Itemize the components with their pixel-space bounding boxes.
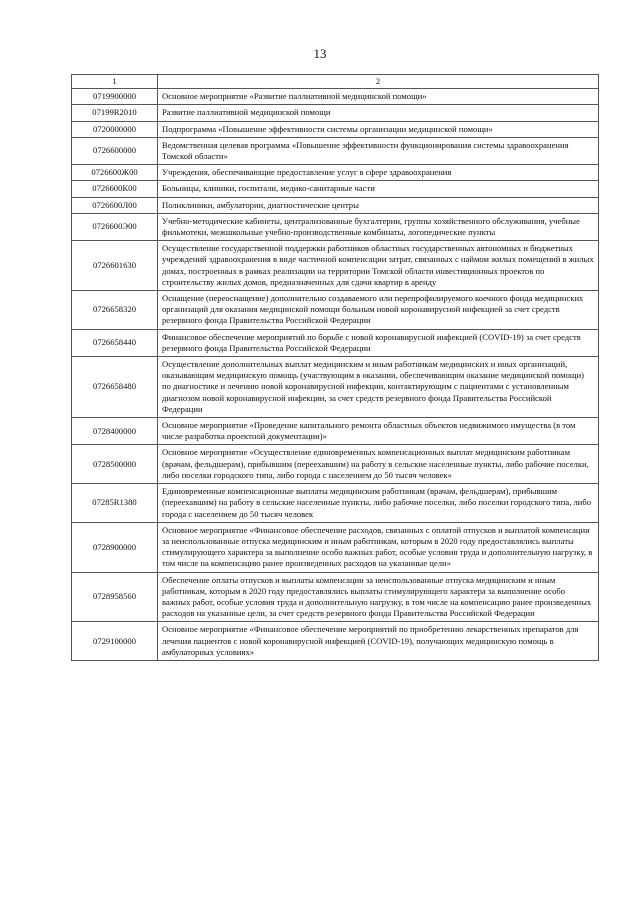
row-code: 0726600Л00	[72, 197, 158, 213]
row-code: 0728900000	[72, 522, 158, 572]
row-description: Основное мероприятие «Развитие паллиативной медицинской помощи»	[158, 89, 599, 105]
row-description: Учреждения, обеспечивающие предоставление услуг в сфере здравоохранения	[158, 165, 599, 181]
row-code: 0726600К00	[72, 181, 158, 197]
table-row	[72, 121, 599, 137]
row-description: Развитие паллиативной медицинской помощи	[158, 105, 599, 121]
table-row	[72, 181, 599, 197]
row-code: 0726658480	[72, 357, 158, 418]
row-code: 0729100000	[72, 622, 158, 661]
row-description: Основное мероприятие «Осуществление единовременных компенсационных выплат медицинским работникам (врачам, фельдшерам), прибывшим (переехавшим) на работу в сельские населенные пункты, либо рабочие поселки, либо поселки городского типа, либо города с населением до 50 тысяч человек»	[158, 445, 599, 484]
table-row	[72, 572, 599, 622]
row-code: 0726658440	[72, 329, 158, 356]
column-header-description: 2	[158, 75, 599, 89]
table-row	[72, 418, 599, 445]
row-code: 0719900000	[72, 89, 158, 105]
row-code: 0726600Ж00	[72, 165, 158, 181]
row-description: Оснащение (переоснащение) дополнительно создаваемого или перепрофилируемого коечного фонда медицинских организаций для оказания медицинской помощи больным новой коронавирусной инфекцией за счет средств резервного фонда Правительства Российской Федерации	[158, 291, 599, 330]
row-description: Основное мероприятие «Финансовое обеспечение мероприятий по приобретению лекарственных препаратов для лечения пациентов с новой коронавирусной инфекцией (COVID-19), получающих медицинскую помощь в амбулаторных условиях»	[158, 622, 599, 661]
row-description: Обеспечение оплаты отпусков и выплаты компенсации за неиспользованные отпуска медицинским и иным работникам, которым в 2020 году предоставлялись выплаты стимулирующего характера за выполнение особо важных работ, особые условия труда и дополнительную нагрузку, в том числе на компенсацию ранее произведенных расходов на указанные цели, за счет средств резервного фонда Правительства Российской Федерации	[158, 572, 599, 622]
row-description: Больницы, клиники, госпитали, медико-санитарные части	[158, 181, 599, 197]
table-row	[72, 165, 599, 181]
table-header-row	[72, 75, 599, 89]
row-code: 07285R1380	[72, 484, 158, 523]
table-row	[72, 522, 599, 572]
column-header-code: 1	[72, 75, 158, 89]
row-code: 0726600000	[72, 137, 158, 164]
row-description: Основное мероприятие «Финансовое обеспечение расходов, связанных с оплатой отпусков и выплатой компенсации за неиспользованные отпуска медицинским и иным работникам, которым в 2020 году предоставлялись выплаты стимулирующего характера за выполнение особо важных работ, особые условия труда и дополнительную нагрузку, в том числе на компенсацию ранее произведенных расходов на указанные цели»	[158, 522, 599, 572]
table-row	[72, 197, 599, 213]
row-code: 07199R2010	[72, 105, 158, 121]
row-code: 0720000000	[72, 121, 158, 137]
row-description: Подпрограмма «Повышение эффективности системы организации медицинской помощи»	[158, 121, 599, 137]
row-code: 0728500000	[72, 445, 158, 484]
budget-code-table	[71, 74, 599, 661]
row-description: Осуществление государственной поддержки работников областных государственных автономных и бюджетных учреждений здравоохранения в виде частичной компенсации затрат, связанных с наймом жилых помещений в жилых домах, построенных в рамках реализации на территории Томской области инвестиционных проектов по строительству жилых домов, предназначенных для сдачи квартир в аренду	[158, 241, 599, 291]
table-row	[72, 329, 599, 356]
row-description: Основное мероприятие «Проведение капитального ремонта областных объектов недвижимого имущества (в том числе разработка проектной документации)»	[158, 418, 599, 445]
table-row	[72, 622, 599, 661]
table-row	[72, 484, 599, 523]
row-code: 0726658320	[72, 291, 158, 330]
row-code: 0728400000	[72, 418, 158, 445]
row-description: Единовременные компенсационные выплаты медицинским работникам (врачам, фельдшерам), прибывшим (переехавшим) на работу в сельские населенные пункты, либо рабочие поселки, либо поселки городского типа, либо города с населением до 50 тысяч человек	[158, 484, 599, 523]
table-row	[72, 137, 599, 164]
row-code: 0728958560	[72, 572, 158, 622]
table-row	[72, 291, 599, 330]
table-row	[72, 213, 599, 240]
table-row	[72, 241, 599, 291]
table-row	[72, 445, 599, 484]
row-description: Поликлиники, амбулатории, диагностические центры	[158, 197, 599, 213]
table-row	[72, 357, 599, 418]
table-row	[72, 89, 599, 105]
table-row	[72, 105, 599, 121]
row-code: 0726600Э00	[72, 213, 158, 240]
row-code: 0726601630	[72, 241, 158, 291]
row-description: Ведомственная целевая программа «Повышение эффективности функционирования системы здравоохранения Томской области»	[158, 137, 599, 164]
table-body	[72, 89, 599, 661]
page-number: 13	[313, 46, 327, 61]
row-description: Учебно-методические кабинеты, централизованные бухгалтерии, группы хозяйственного обслуживания, учебные фильмотеки, межшкольные учебно-производственные комбинаты, логопедические пункты	[158, 213, 599, 240]
row-description: Осуществление дополнительных выплат медицинским и иным работникам медицинских и иных организаций, оказывающим медицинскую помощь (участвующим в оказании, обеспечивающим оказание медицинской помощи) по диагностике и лечению новой коронавирусной инфекции, контактирующим с пациентами с установленным диагнозом новой коронавирусной инфекции, за счет средств резервного фонда Правительства Российской Федерации	[158, 357, 599, 418]
row-description: Финансовое обеспечение мероприятий по борьбе с новой коронавирусной инфекцией (COVID-19) за счет средств резервного фонда Правительства Российской Федерации	[158, 329, 599, 356]
